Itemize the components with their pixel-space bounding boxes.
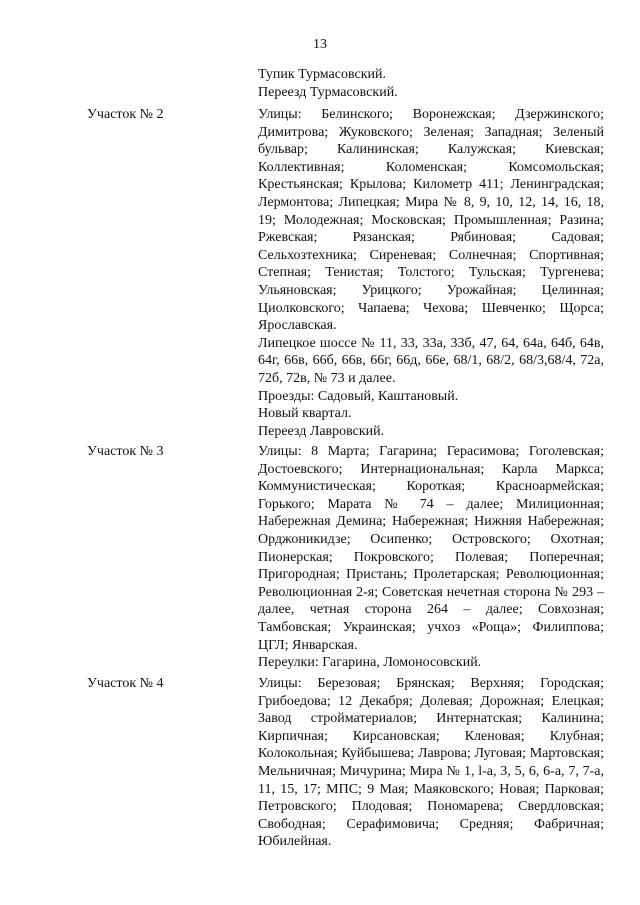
intro-line-dead-end: Тупик Турмасовский.: [258, 67, 387, 82]
highway-paragraph: Липецкое шоссе № 11, 33, 33а, 33б, 47, 64, 64а, 64б, 64в, 64г, 66в, 66б, 66в, 66г, 66д, 66е, 68/1, 68/2, 68/3,68/4, 72а, 72б, 72в, № 73 и далее.: [258, 335, 604, 386]
page-number: 13: [313, 37, 327, 52]
quarter-paragraph: Новый квартал.: [258, 406, 352, 422]
crossing-paragraph: Переезд Лавровский.: [258, 423, 385, 439]
passages-paragraph: Проезды: Садовый, Каштановый.: [258, 388, 459, 404]
lanes-paragraph: Переулки: Гагарина, Ломоносовский.: [258, 655, 482, 671]
section-label: Участок № 2: [87, 107, 164, 122]
section-label: Участок № 4: [87, 676, 164, 691]
section-label: Участок № 3: [87, 444, 164, 459]
streets-paragraph: Улицы: 8 Марта; Гагарина; Герасимова; Гоголевская; Достоевского; Интернациональная; Карла Маркса; Коммунистическая; Короткая; Красноармейская; Горького; Марата № 74 – далее; Милиционная; Набережная Демина; Набережная; Нижняя Набережная; Орджоникидзе; Осипенко; Островского; Охотная; Пионерская; Покровского; Полевая; Поперечная; Пригородная; Пристань; Пролетарская; Революционная; Революционная 2-я; Советская нечетная сторона № 293 – далее, четная сторона 264 – далее; Совхозная; Тамбовская; Украинская; учхоз «Роща»; Филиппова; ЦГЛ; Январская.: [258, 444, 604, 653]
section-body: [258, 443, 604, 672]
streets-paragraph: Улицы: Белинского; Воронежская; Дзержинского; Димитрова; Жуковского; Зеленая; Западная; Зеленый бульвар; Калининская; Калужская; Киевская; Коллективная; Коломенская; Комсомольская; Крестьянская; Крылова; Километр 411; Ленинградская; Лермонтова; Липецкая; Мира № 8, 9, 10, 12, 14, 16, 18, 19; Молодежная; Московская; Промышленная; Разина; Ржевская; Рязанская; Рябиновая; Садовая; Сельхозтехника; Сиреневая; Солнечная; Спортивная; Степная; Тенистая; Толстого; Тульская; Тургенева; Ульяновская; Урицкого; Урожайная; Целинная; Циолковского; Чапаева; Чехова; Шевченко; Щорса; Ярославская.: [258, 107, 604, 334]
section-body: [258, 675, 604, 851]
intro-block: [258, 66, 604, 101]
streets-paragraph: Улицы: Березовая; Брянская; Верхняя; Городская; Грибоедова; 12 Декабря; Долевая; Дорожная; Елецкая; Завод стройматериалов; Интернатская; Калинина; Кирпичная; Кирсановская; Кленовая; Клубная; Колокольная; Куйбышева; Лаврова; Луговая; Мартовская; Мельничная; Мичурина; Мира № 1, l-a, 3, 5, 6, 6-а, 7, 7-а, 11, 15, 17; МПС; 9 Мая; Маяковского; Новая; Парковая; Петровского; Плодовая; Пономарева; Свердловская; Свободная; Серафимовича; Средняя; Фабричная; Юбилейная.: [258, 676, 604, 850]
intro-line-crossing: Переезд Турмасовский.: [258, 84, 398, 100]
section-body: [258, 106, 604, 440]
